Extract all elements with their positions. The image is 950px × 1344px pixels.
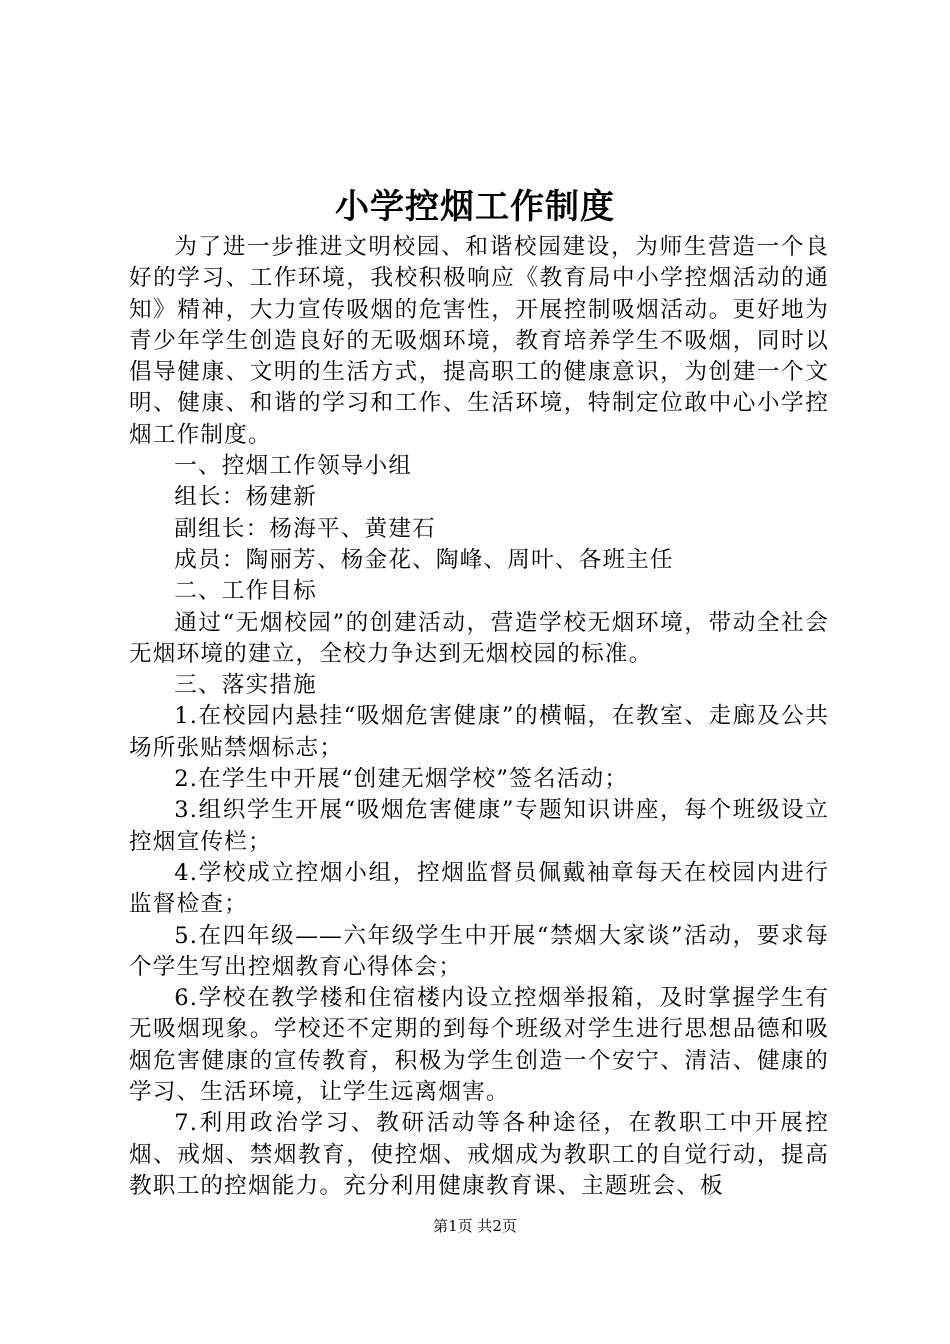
- heading-work-goals: 二、工作目标: [174, 578, 317, 605]
- measure-item-2: 2.在学生中开展“创建无烟学校”签名活动；: [174, 766, 629, 793]
- document-title: 小学控烟工作制度: [335, 187, 615, 227]
- measure-item-3: 3.组织学生开展“吸烟危害健康”专题知识讲座，每个班级设立控烟宣传栏；: [129, 797, 829, 855]
- document-body: [129, 232, 829, 1202]
- paragraph-goals: 通过“无烟校园”的创建活动，营造学校无烟环境，带动全社会无烟环境的建立，全校力争达到无烟校园的标准。: [129, 609, 829, 667]
- page-number-footer: 第1页 共2页: [433, 1217, 517, 1235]
- paragraph-intro: 为了进一步推进文明校园、和谐校园建设，为师生营造一个良好的学习、工作环境，我校积极响应《教育局中小学控烟活动的通知》精神，大力宣传吸烟的危害性，开展控制吸烟活动。更好地为青少年学生创造良好的无吸烟环境，教育培养学生不吸烟，同时以倡导健康、文明的生活方式，提高职工的健康意识，为创建一个文明、健康、和谐的学习和工作、生活环境，特制定位敢中心小学控烟工作制度。: [129, 234, 829, 448]
- measure-item-1: 1.在校园内悬挂“吸烟危害健康”的横幅，在教室、走廊及公共场所张贴禁烟标志；: [129, 703, 829, 761]
- paragraph-deputy-leader: 副组长：杨海平、黄建石: [174, 515, 436, 542]
- measure-item-6: 6.学校在教学楼和住宿楼内设立控烟举报箱，及时掌握学生有无吸烟现象。学校还不定期的到每个班级对学生进行思想品德和吸烟危害健康的宣传教育，积极为学生创造一个安宁、清洁、健康的学习、生活环境，让学生远离烟害。: [129, 985, 829, 1106]
- measure-item-7: 7.利用政治学习、教研活动等各种途径，在教职工中开展控烟、戒烟、禁烟教育，使控烟、戒烟成为教职工的自觉行动，提高教职工的控烟能力。充分利用健康教育课、主题班会、板: [129, 1110, 829, 1199]
- heading-leadership-group: 一、控烟工作领导小组: [174, 453, 413, 480]
- paragraph-group-leader: 组长：杨建新: [174, 484, 317, 511]
- heading-measures: 三、落实措施: [174, 672, 317, 699]
- paragraph-members: 成员：陶丽芳、杨金花、陶峰、周叶、各班主任: [174, 546, 674, 573]
- measure-item-5: 5.在四年级——六年级学生中开展“禁烟大家谈”活动，要求每个学生写出控烟教育心得体会；: [129, 922, 829, 980]
- measure-item-4: 4.学校成立控烟小组，控烟监督员佩戴袖章每天在校园内进行监督检查；: [129, 859, 829, 918]
